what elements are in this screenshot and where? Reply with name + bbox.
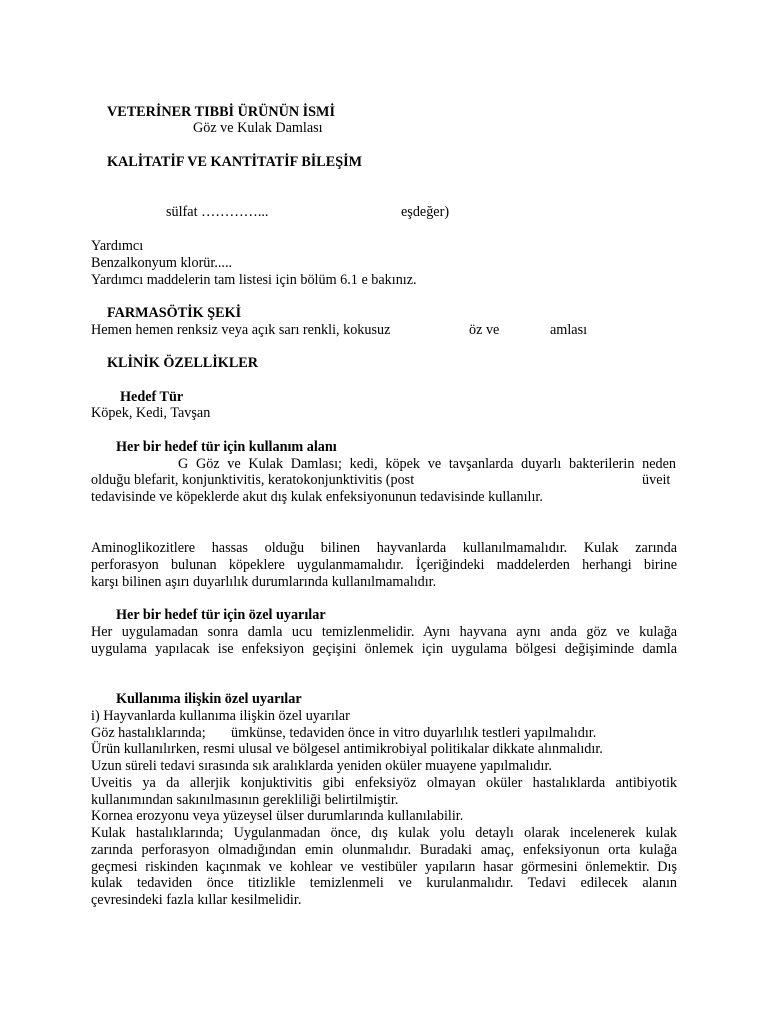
precaution-line: Uzun süreli tedavi sırasında sık aralıklarda yeniden oküler muayene yapılmalıdır. [91, 758, 552, 774]
precautions-subheading: i) Hayvanlarda kullanıma ilişkin özel uyarılar [91, 708, 350, 724]
precaution-line: Kornea erozyonu veya yüzeysel ülser durumlarında kullanılabilir. [91, 808, 464, 824]
indications-line: üveit [642, 472, 671, 488]
pharmaceutical-form-text-2: öz ve [469, 322, 500, 338]
product-name-subtitle: Göz ve Kulak Damlası [193, 120, 323, 136]
precaution-line: çevresindeki fazla kıllar kesilmelidir. [91, 892, 302, 908]
pharmaceutical-form-text: Hemen hemen renksiz veya açık sarı renkli, kokusuz [91, 322, 391, 338]
target-species-text: Köpek, Kedi, Tavşan [91, 405, 211, 421]
precaution-line: Göz hastalıklarında; [91, 725, 206, 741]
product-name-heading: VETERİNER TIBBİ ÜRÜNÜN İSMİ [107, 104, 335, 120]
precaution-line: ümkünse, tedaviden önce in vitro duyarlılık testleri yapılmalıdır. [231, 725, 597, 741]
precautions-heading: Kullanıma ilişkin özel uyarılar [116, 691, 302, 707]
target-species-heading: Hedef Tür [120, 389, 184, 405]
contraindications-line: perforasyon bulunan köpeklere uygulanmamalıdır. İçeriğindeki maddelerden herhangi birine [91, 557, 677, 573]
precaution-line: Uveitis ya da allerjik konjuktivitis gibi enfeksiyöz olmayan oküler hastalıklarda antibiyotik [91, 775, 677, 791]
special-warnings-line: Her uygulamadan sonra damla ucu temizlenmelidir. Aynı hayvana aynı anda göz ve kulağa [91, 624, 677, 640]
indications-heading: Her bir hedef tür için kullanım alanı [116, 439, 337, 455]
indications-line: tedavisinde ve köpeklerde akut dış kulak enfeksiyonunun tedavisinde kullanılır. [91, 489, 543, 505]
equivalent-note: eşdeğer) [401, 204, 450, 220]
benzalkonium-line: Benzalkonyum klorür..... [91, 255, 233, 271]
pharmaceutical-form-heading: FARMASÖTİK ŞEKİ [107, 305, 242, 321]
precaution-line: zarında perforasyon olmadığından emin olunmalıdır. Buradaki amaç, enfeksiyonun orta kulağa [91, 842, 677, 858]
excipient-label: Yardımcı [91, 238, 144, 254]
special-warnings-line: uygulama yapılacak ise enfeksiyon geçişini önlemek için uygulama bölgesi değişiminde damla [91, 641, 677, 657]
special-warnings-heading: Her bir hedef tür için özel uyarılar [116, 607, 326, 623]
composition-heading: KALİTATİF VE KANTİTATİF BİLEŞİM [107, 154, 363, 170]
precaution-line: Kulak hastalıklarında; Uygulanmadan önce, dış kulak yolu detaylı olarak incelenerek kulak [91, 825, 677, 841]
excipient-list-note: Yardımcı maddelerin tam listesi için bölüm 6.1 e bakınız. [91, 272, 417, 288]
clinical-heading: KLİNİK ÖZELLİKLER [107, 355, 258, 371]
sulfat-amount: sülfat …………... [166, 204, 269, 220]
contraindications-line: karşı bilinen aşırı duyarlılık durumlarında kullanılmamalıdır. [91, 574, 437, 590]
indications-line: G Göz ve Kulak Damlası; kedi, köpek ve tavşanlarda duyarlı bakterilerin neden [178, 456, 676, 472]
precaution-line: Ürün kullanılırken, resmi ulusal ve bölgesel antimikrobiyal politikalar dikkate alınmalıdır. [91, 741, 603, 757]
precaution-line: kullanımından sakınılmasının gerekliliği belirtilmiştir. [91, 792, 399, 808]
precaution-line: geçmesi riskinden kaçınmak ve kohlear ve vestibüler yapıların hasar görmesini önlemektir. Dış [91, 859, 677, 875]
precaution-line: kulak tedaviden önce titizlikle temizlenmeli ve kurulanmalıdır. Tedavi edilecek alanın [91, 875, 677, 891]
contraindications-line: Aminoglikozitlere hassas olduğu bilinen hayvanlarda kullanılmamalıdır. Kulak zarında [91, 540, 677, 556]
pharmaceutical-form-text-3: amlası [550, 322, 588, 338]
indications-line: olduğu blefarit, konjunktivitis, keratokonjunktivitis (post [91, 472, 415, 488]
